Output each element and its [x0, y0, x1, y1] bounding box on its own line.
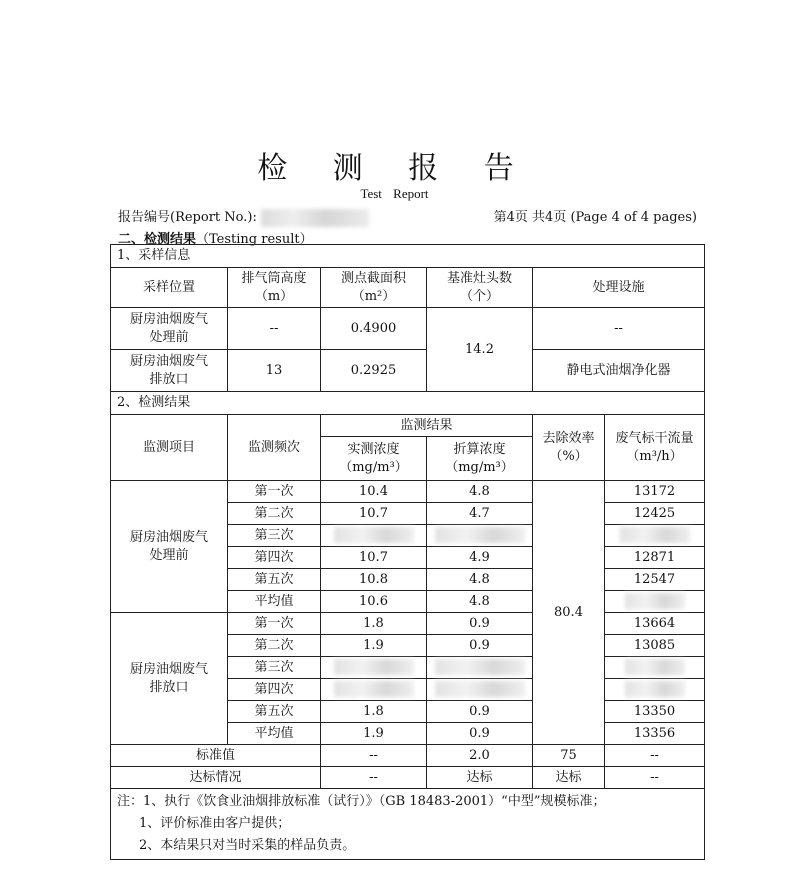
report-number-label: 报告编号(Report No.): — [118, 210, 257, 225]
standard-converted: 2.0 — [427, 745, 533, 767]
part1-row-after — [111, 350, 705, 392]
col-stack-height — [228, 268, 321, 308]
compliance-label: 达标情况 — [111, 767, 321, 789]
group-before — [111, 481, 228, 613]
report-number — [118, 206, 369, 227]
section-title-cn: 二、检测结果 — [118, 232, 197, 247]
converted-cell: 4.8 — [427, 481, 533, 503]
flow-cell — [605, 591, 705, 613]
redacted-value — [435, 527, 525, 543]
location-l1: 厨房油烟废气 — [129, 353, 208, 369]
note-line-3: 2、本结果只对当时采集的样品负责。 — [139, 838, 356, 853]
redacted-report-number — [261, 209, 369, 227]
location-cell — [111, 308, 228, 350]
part2-heading: 2、检测结果 — [111, 392, 705, 415]
col-section-area — [321, 268, 427, 308]
results-table — [110, 244, 705, 860]
table-row — [111, 481, 705, 503]
group-after-l1: 厨房油烟废气 — [129, 661, 208, 677]
location-cell — [111, 350, 228, 392]
converted-cell: 4.8 — [427, 591, 533, 613]
redacted-value — [334, 659, 414, 675]
col-section-area-l1: 测点截面积 — [340, 270, 406, 286]
flow-cell: 12547 — [605, 569, 705, 591]
measured-cell: 1.8 — [321, 701, 427, 723]
notes-cell — [111, 789, 705, 860]
freq-cell: 第三次 — [228, 657, 321, 679]
col-flow — [605, 415, 705, 481]
freq-cell: 第三次 — [228, 525, 321, 547]
col-stack-height-l2: （m） — [254, 288, 294, 304]
converted-cell — [427, 525, 533, 547]
note-line-2: 1、评价标准由客户提供； — [139, 816, 291, 831]
standard-removal: 75 — [533, 745, 605, 767]
measured-cell — [321, 657, 427, 679]
col-measured — [321, 437, 427, 481]
flow-cell: 12425 — [605, 503, 705, 525]
standard-flow: -- — [605, 745, 705, 767]
col-flow-l1: 废气标干流量 — [615, 430, 694, 446]
measured-cell: 1.9 — [321, 723, 427, 745]
col-burners — [427, 268, 533, 308]
flow-cell: 13356 — [605, 723, 705, 745]
part1-heading-row — [111, 245, 705, 268]
page-info: 第4页 共4页 (Page 4 of 4 pages) — [493, 210, 697, 225]
converted-cell: 0.9 — [427, 613, 533, 635]
col-facility: 处理设施 — [533, 268, 705, 308]
measured-cell: 10.7 — [321, 503, 427, 525]
location-l2: 处理前 — [149, 329, 189, 345]
freq-cell: 平均值 — [228, 591, 321, 613]
standard-measured: -- — [321, 745, 427, 767]
report-title: 检 测 报 告 — [257, 151, 532, 186]
redacted-value — [435, 659, 525, 675]
standard-label: 标准值 — [111, 745, 321, 767]
removal-cell: 80.4 — [533, 481, 605, 745]
freq-cell: 第四次 — [228, 547, 321, 569]
stack-height-cell: 13 — [228, 350, 321, 392]
measured-cell: 10.4 — [321, 481, 427, 503]
freq-cell: 第四次 — [228, 679, 321, 701]
converted-cell — [427, 679, 533, 701]
part2-heading-row — [111, 392, 705, 415]
compliance-converted: 达标 — [427, 767, 533, 789]
group-before-l1: 厨房油烟废气 — [129, 529, 208, 545]
converted-cell: 0.9 — [427, 635, 533, 657]
col-removal-l1: 去除效率 — [542, 430, 595, 446]
freq-cell: 平均值 — [228, 723, 321, 745]
col-removal — [533, 415, 605, 481]
col-result: 监测结果 — [321, 415, 533, 437]
converted-cell: 0.9 — [427, 723, 533, 745]
location-l2: 排放口 — [149, 371, 189, 387]
col-stack-height-l1: 排气筒高度 — [241, 270, 307, 286]
col-burners-l2: （个） — [459, 288, 499, 304]
notes-row — [111, 789, 705, 860]
flow-cell: 13664 — [605, 613, 705, 635]
measured-cell: 10.6 — [321, 591, 427, 613]
col-converted — [427, 437, 533, 481]
col-removal-l2: （%） — [549, 448, 588, 464]
flow-cell — [605, 679, 705, 701]
burners-cell: 14.2 — [427, 308, 533, 392]
converted-cell: 4.7 — [427, 503, 533, 525]
col-converted-l1: 折算浓度 — [453, 441, 506, 457]
converted-cell — [427, 657, 533, 679]
redacted-value — [334, 527, 414, 543]
compliance-row — [111, 767, 705, 789]
redacted-value — [625, 681, 685, 697]
location-l1: 厨房油烟废气 — [129, 311, 208, 327]
flow-cell — [605, 525, 705, 547]
measured-cell: 1.9 — [321, 635, 427, 657]
flow-cell: 12871 — [605, 547, 705, 569]
freq-cell: 第一次 — [228, 613, 321, 635]
redacted-value — [625, 593, 685, 609]
redacted-value — [625, 659, 685, 675]
note-line-1: 注：1、执行《饮食业油烟排放标准（试行）》（GB 18483-2001）“中型”规模标准； — [117, 794, 606, 809]
standard-row — [111, 745, 705, 767]
col-measured-l1: 实测浓度 — [347, 441, 400, 457]
compliance-measured: -- — [321, 767, 427, 789]
compliance-removal: 达标 — [533, 767, 605, 789]
col-location: 采样位置 — [111, 268, 228, 308]
converted-cell: 4.9 — [427, 547, 533, 569]
flow-cell — [605, 657, 705, 679]
group-after — [111, 613, 228, 745]
col-item: 监测项目 — [111, 415, 228, 481]
freq-cell: 第五次 — [228, 569, 321, 591]
part1-heading: 1、采样信息 — [111, 245, 705, 268]
flow-cell: 13085 — [605, 635, 705, 657]
measured-cell — [321, 679, 427, 701]
report-subtitle: Test Report — [360, 186, 429, 201]
freq-cell: 第五次 — [228, 701, 321, 723]
group-after-l2: 排放口 — [149, 679, 189, 695]
measured-cell — [321, 525, 427, 547]
section-area-cell: 0.2925 — [321, 350, 427, 392]
col-frequency: 监测频次 — [228, 415, 321, 481]
converted-cell: 0.9 — [427, 701, 533, 723]
redacted-value — [620, 527, 690, 543]
flow-cell: 13350 — [605, 701, 705, 723]
freq-cell: 第一次 — [228, 481, 321, 503]
table-row — [111, 613, 705, 635]
facility-cell: -- — [533, 308, 705, 350]
section-area-cell: 0.4900 — [321, 308, 427, 350]
col-burners-l1: 基准灶头数 — [446, 270, 512, 286]
group-before-l2: 处理前 — [149, 547, 189, 563]
section-title-en: （Testing result） — [196, 232, 313, 247]
measured-cell: 1.8 — [321, 613, 427, 635]
col-measured-l2: （mg/m³） — [339, 459, 408, 475]
flow-cell: 13172 — [605, 481, 705, 503]
part1-row-before — [111, 308, 705, 350]
col-section-area-l2: （m²） — [351, 288, 396, 304]
freq-cell: 第二次 — [228, 503, 321, 525]
col-converted-l2: （mg/m³） — [445, 459, 514, 475]
converted-cell: 4.8 — [427, 569, 533, 591]
redacted-value — [334, 681, 414, 697]
measured-cell: 10.8 — [321, 569, 427, 591]
part1-header-row — [111, 268, 705, 308]
col-flow-l2: （m³/h） — [626, 448, 683, 464]
measured-cell: 10.7 — [321, 547, 427, 569]
facility-cell: 静电式油烟净化器 — [533, 350, 705, 392]
redacted-value — [435, 681, 525, 697]
freq-cell: 第二次 — [228, 635, 321, 657]
stack-height-cell: -- — [228, 308, 321, 350]
compliance-flow: -- — [605, 767, 705, 789]
part2-header-row-1 — [111, 415, 705, 437]
